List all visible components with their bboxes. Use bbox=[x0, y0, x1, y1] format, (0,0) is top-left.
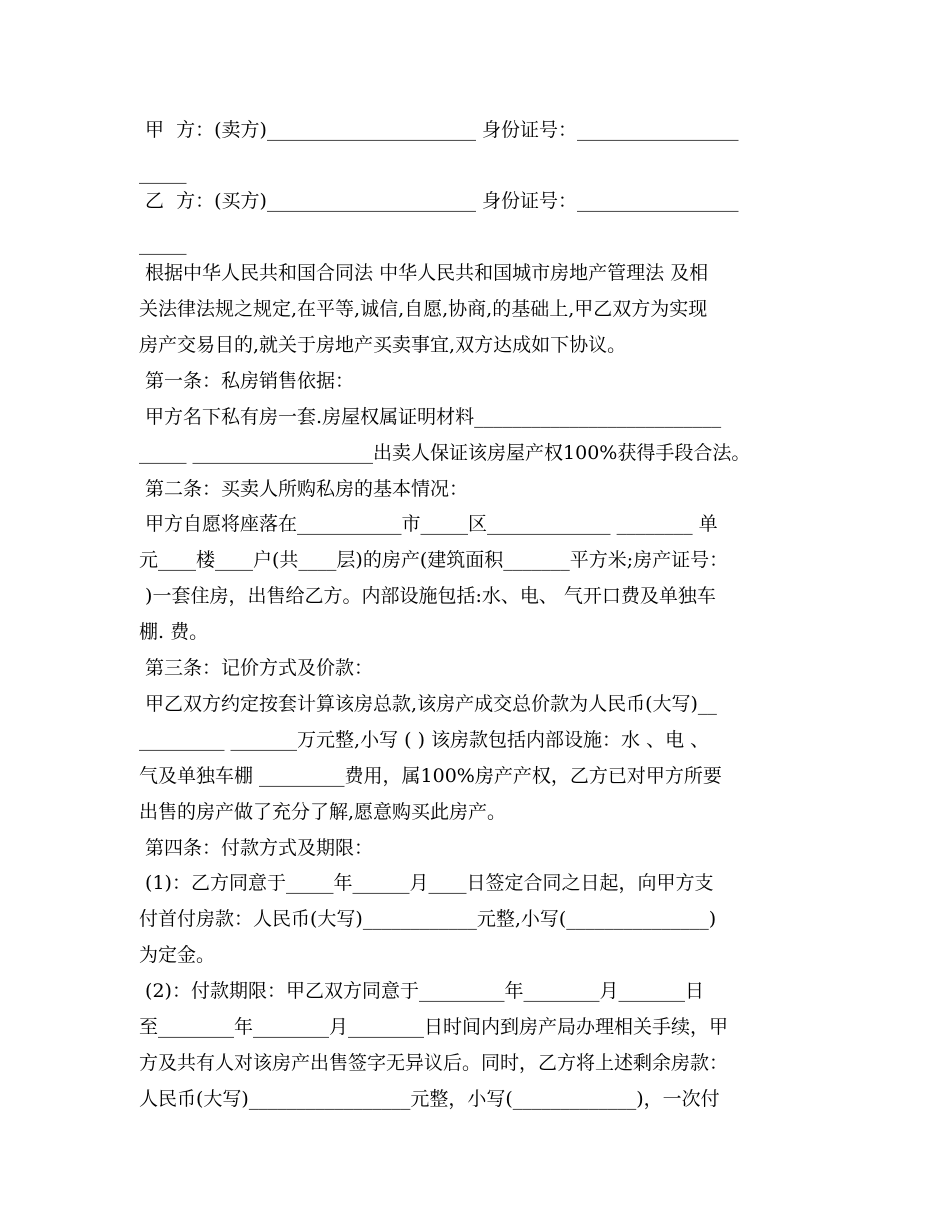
article-2-line: 元____楼____户(共____层)的房产(建筑面积_______平方米;房产证号： bbox=[139, 549, 729, 571]
article-4-line: 方及共有人对该房产出售签字无异议后。同时，乙方将上述剩余房款： bbox=[139, 1052, 729, 1074]
article-4-line: 至________年________月________日时间内到房产局办理相关手续，甲 bbox=[139, 1016, 729, 1038]
article-3-line: 气及单独车棚 _________费用，属100%房产产权，乙方已对甲方所要 bbox=[139, 765, 722, 787]
article-4-line: 人民币(大写)_________________元整，小写(_____________)，一次付 bbox=[139, 1088, 720, 1110]
article-1-line: _____ ___________________出卖人保证该房屋产权100%获得手段合法。 bbox=[139, 442, 751, 464]
party-b-line-cont: _____ bbox=[139, 233, 187, 255]
article-2-line: 甲方自愿将座落在___________市_____区_____________ ________ 单 bbox=[139, 513, 718, 535]
article-4-line: (1)：乙方同意于_____年______月____日签定合同之日起，向甲方支 bbox=[139, 872, 714, 894]
party-b-line: 乙 方：(买方)______________________ 身份证号：_________________ bbox=[139, 190, 739, 212]
article-4-heading: 第四条：付款方式及期限： bbox=[139, 837, 374, 859]
party-a-line: 甲 方：(卖方)______________________ 身份证号：_________________ bbox=[139, 119, 739, 141]
article-4-line: 为定金。 bbox=[139, 944, 216, 966]
article-3-line: 甲乙双方约定按套计算该房总款,该房产成交总价款为人民币(大写)__ bbox=[139, 693, 717, 715]
article-1-heading: 第一条：私房销售依据： bbox=[139, 370, 355, 392]
article-4-line: (2)：付款期限：甲乙双方同意于_________年________月_______日 bbox=[139, 980, 704, 1002]
preamble-line: 房产交易目的,就关于房地产买卖事宜,双方达成如下协议。 bbox=[139, 334, 627, 356]
article-3-line: 出售的房产做了充分了解,愿意购买此房产。 bbox=[139, 801, 507, 823]
article-3-heading: 第三条：记价方式及价款： bbox=[139, 657, 374, 679]
article-3-line: _________ _______万元整,小写 ( ) 该房款包括内部设施：水 、电 、 bbox=[139, 729, 710, 751]
article-4-line: 付首付房款：人民币(大写)____________元整,小写(_______________) bbox=[139, 908, 717, 930]
party-a-line-cont: _____ bbox=[139, 162, 187, 184]
article-1-line: 甲方名下私有房一套.房屋权属证明材料__________________________ bbox=[139, 406, 722, 428]
preamble-line: 根据中华人民共和国合同法 中华人民共和国城市房地产管理法 及相 bbox=[139, 262, 709, 284]
article-2-line: 棚. 费。 bbox=[139, 621, 209, 643]
article-2-heading: 第二条：买卖人所购私房的基本情况： bbox=[139, 478, 469, 500]
preamble-line: 关法律法规之规定,在平等,诚信,自愿,协商,的基础上,甲乙双方为实现 bbox=[139, 298, 708, 320]
article-2-line: )一套住房，出售给乙方。内部设施包括:水、电、 气开口费及单独车 bbox=[139, 585, 716, 607]
